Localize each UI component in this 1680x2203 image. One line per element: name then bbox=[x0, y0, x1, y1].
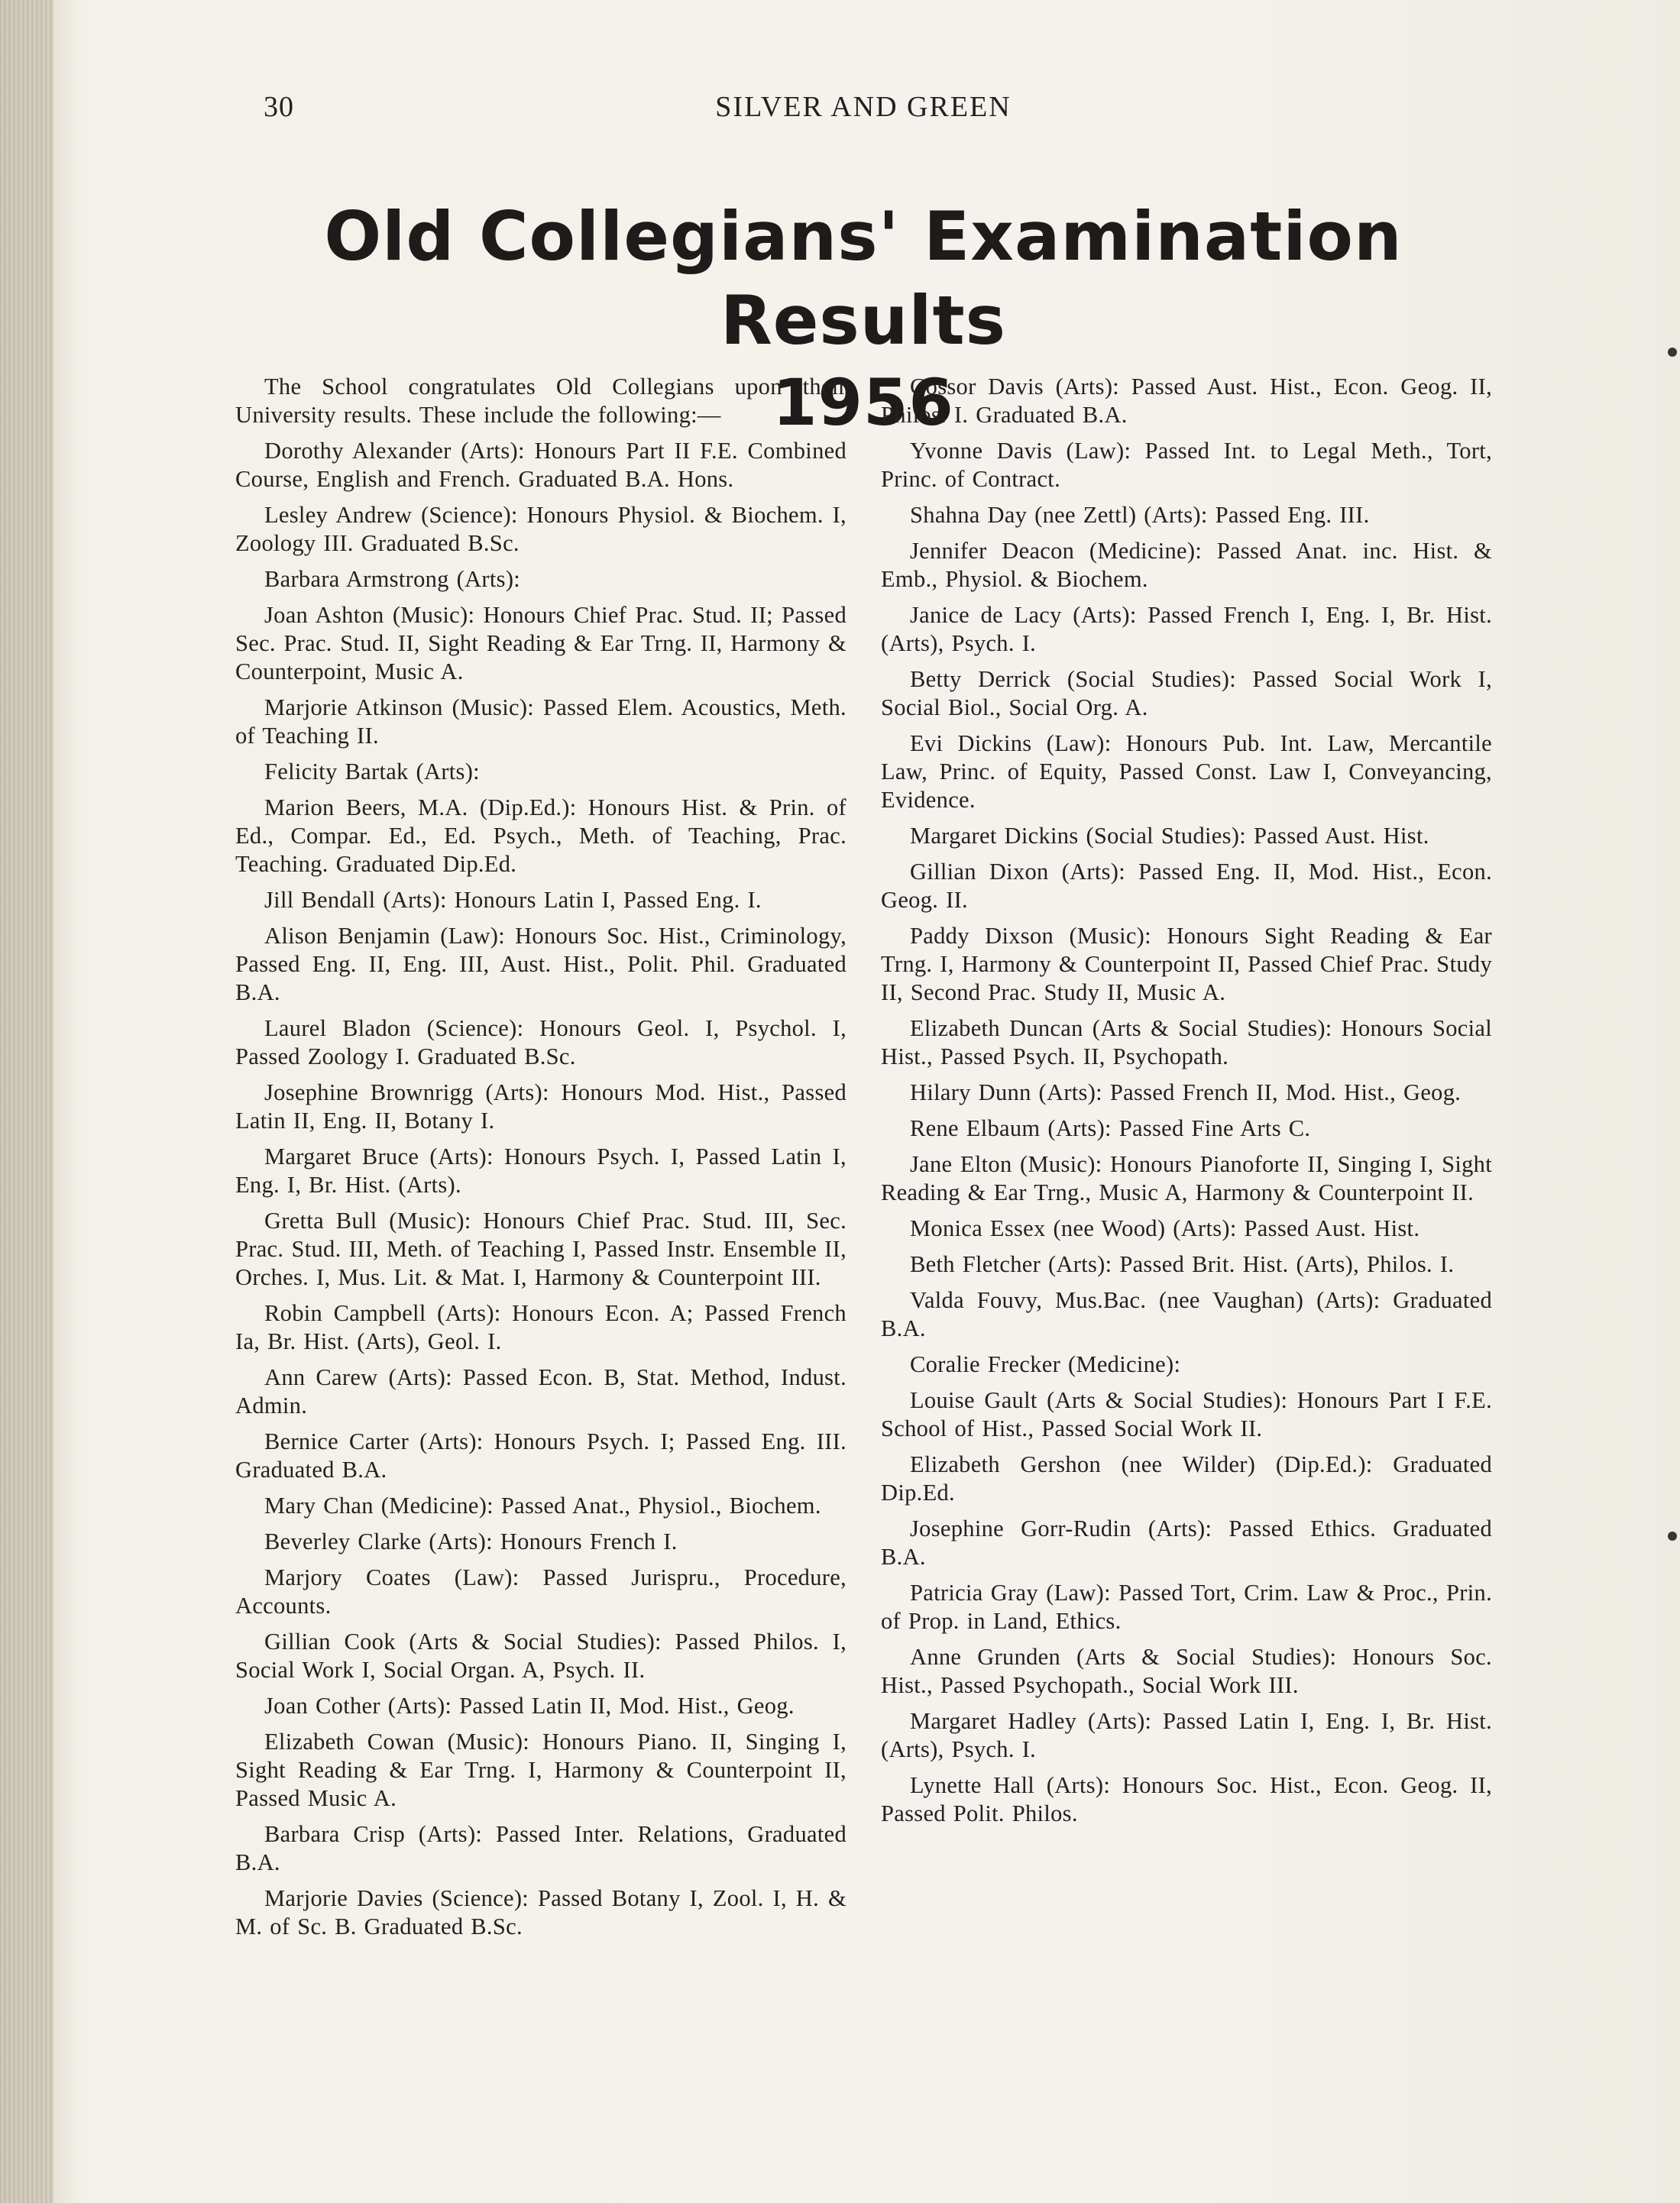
result-entry: Margaret Bruce (Arts): Honours Psych. I, Passed Latin I, Eng. I, Br. Hist. (Arts). bbox=[235, 1144, 846, 1198]
result-entry: Coralie Frecker (Medicine): bbox=[910, 1351, 1181, 1377]
result-entry: Mary Chan (Medicine): Passed Anat., Physiol., Biochem. bbox=[264, 1493, 821, 1519]
result-entry: Janice de Lacy (Arts): Passed French I, Eng. I, Br. Hist. (Arts), Psych. I. bbox=[881, 602, 1492, 656]
result-entry: Bernice Carter (Arts): Honours Psych. I; Passed Eng. III. Graduated B.A. bbox=[235, 1428, 846, 1483]
result-entry: Josephine Brownrigg (Arts): Honours Mod. Hist., Passed Latin II, Eng. II, Botany I. bbox=[235, 1079, 846, 1134]
edge-dot-mark bbox=[1668, 1532, 1677, 1541]
result-entry: Jennifer Deacon (Medicine): Passed Anat. inc. Hist. & Emb., Physiol. & Biochem. bbox=[881, 538, 1492, 592]
result-entry: Gillian Cook (Arts & Social Studies): Passed Philos. I, Social Work I, Social Organ. A, Psych. II. bbox=[235, 1629, 846, 1683]
result-entry: Beverley Clarke (Arts): Honours French I. bbox=[264, 1529, 678, 1554]
book-spine-edge bbox=[0, 0, 53, 2203]
right-column bbox=[881, 373, 1492, 1836]
result-entry: Cossor Davis (Arts): Passed Aust. Hist., Econ. Geog. II, Philos. I. Graduated B.A. bbox=[881, 374, 1492, 428]
result-entry: Ann Carew (Arts): Passed Econ. B, Stat. Method, Indust. Admin. bbox=[235, 1364, 846, 1419]
result-entry: Hilary Dunn (Arts): Passed French II, Mod. Hist., Geog. bbox=[910, 1079, 1462, 1105]
result-entry: Lesley Andrew (Science): Honours Physiol. & Biochem. I, Zoology III. Graduated B.Sc. bbox=[235, 502, 846, 556]
result-entry: Rene Elbaum (Arts): Passed Fine Arts C. bbox=[910, 1115, 1311, 1141]
result-entry: Barbara Crisp (Arts): Passed Inter. Relations, Graduated B.A. bbox=[235, 1821, 846, 1875]
result-entry: Evi Dickins (Law): Honours Pub. Int. Law, Mercantile Law, Princ. of Equity, Passed Const. Law I, Conveyancing, Evidence. bbox=[881, 730, 1492, 813]
result-entry: Gillian Dixon (Arts): Passed Eng. II, Mod. Hist., Econ. Geog. II. bbox=[881, 859, 1492, 913]
result-entry: Paddy Dixson (Music): Honours Sight Reading & Ear Trng. I, Harmony & Counterpoint II, Passed Chief Prac. Study II, Second Prac. Study II, Music A. bbox=[881, 923, 1492, 1005]
result-entry: Patricia Gray (Law): Passed Tort, Crim. Law & Proc., Prin. of Prop. in Land, Ethics. bbox=[881, 1580, 1492, 1634]
result-entry: Robin Campbell (Arts): Honours Econ. A; Passed French Ia, Br. Hist. (Arts), Geol. I. bbox=[235, 1300, 846, 1354]
result-entry: Marjorie Davies (Science): Passed Botany I, Zool. I, H. & M. of Sc. B. Graduated B.Sc. bbox=[235, 1885, 846, 1939]
edge-dot-mark bbox=[1668, 348, 1677, 357]
title-year: 1956 bbox=[772, 365, 954, 440]
result-entry: Joan Ashton (Music): Honours Chief Prac. Stud. II; Passed Sec. Prac. Stud. II, Sight Reading & Ear Trng. II, Harmony & Counterpoint, Music A. bbox=[235, 602, 846, 684]
result-entry: Josephine Gorr-Rudin (Arts): Passed Ethics. Graduated B.A. bbox=[881, 1516, 1492, 1570]
result-entry: Elizabeth Gershon (nee Wilder) (Dip.Ed.): Graduated Dip.Ed. bbox=[881, 1451, 1492, 1506]
result-entry: The School congratulates Old Collegians upon their University results. These include the following:— bbox=[235, 374, 846, 428]
result-entry: Shahna Day (nee Zettl) (Arts): Passed Eng. III. bbox=[910, 502, 1370, 528]
result-entry: Gretta Bull (Music): Honours Chief Prac. Stud. III, Sec. Prac. Stud. III, Meth. of Teaching I, Passed Instr. Ensemble II, Orches. I, Mus. Lit. & Mat. I, Harmony & Counterpoint III. bbox=[235, 1208, 846, 1290]
result-entry: Margaret Dickins (Social Studies): Passed Aust. Hist. bbox=[910, 823, 1429, 849]
result-entry: Margaret Hadley (Arts): Passed Latin I, Eng. I, Br. Hist. (Arts), Psych. I. bbox=[881, 1708, 1492, 1762]
result-entry: Anne Grunden (Arts & Social Studies): Honours Soc. Hist., Passed Psychopath., Social Work III. bbox=[881, 1644, 1492, 1698]
title-line: Old Collegians' Examination Results bbox=[324, 197, 1403, 360]
result-entry: Joan Cother (Arts): Passed Latin II, Mod. Hist., Geog. bbox=[264, 1693, 795, 1719]
running-head: SILVER AND GREEN bbox=[715, 91, 1012, 123]
result-entry: Yvonne Davis (Law): Passed Int. to Legal Meth., Tort, Princ. of Contract. bbox=[881, 438, 1492, 492]
result-entry: Alison Benjamin (Law): Honours Soc. Hist., Criminology, Passed Eng. II, Eng. III, Aust. Hist., Polit. Phil. Graduated B.A. bbox=[235, 923, 846, 1005]
result-entry: Dorothy Alexander (Arts): Honours Part II F.E. Combined Course, English and French. Graduated B.A. Hons. bbox=[235, 438, 846, 492]
result-entry: Felicity Bartak (Arts): bbox=[264, 759, 480, 784]
result-entry: Jane Elton (Music): Honours Pianoforte II, Singing I, Sight Reading & Ear Trng., Music A, Harmony & Counterpoint II. bbox=[881, 1151, 1492, 1205]
result-entry: Jill Bendall (Arts): Honours Latin I, Passed Eng. I. bbox=[264, 887, 762, 913]
page-number: 30 bbox=[264, 91, 294, 123]
result-entry: Marjory Coates (Law): Passed Jurispru., Procedure, Accounts. bbox=[235, 1564, 846, 1619]
result-entry: Elizabeth Duncan (Arts & Social Studies): Honours Social Hist., Passed Psych. II, Psychopath. bbox=[881, 1015, 1492, 1069]
left-column bbox=[235, 373, 846, 1949]
result-entry: Valda Fouvy, Mus.Bac. (nee Vaughan) (Arts): Graduated B.A. bbox=[881, 1287, 1492, 1341]
result-entry: Barbara Armstrong (Arts): bbox=[264, 566, 521, 592]
result-entry: Laurel Bladon (Science): Honours Geol. I, Psychol. I, Passed Zoology I. Graduated B.Sc. bbox=[235, 1015, 846, 1069]
result-entry: Betty Derrick (Social Studies): Passed Social Work I, Social Biol., Social Org. A. bbox=[881, 666, 1492, 720]
result-entry: Louise Gault (Arts & Social Studies): Honours Part I F.E. School of Hist., Passed Social Work II. bbox=[881, 1387, 1492, 1441]
result-entry: Elizabeth Cowan (Music): Honours Piano. II, Singing I, Sight Reading & Ear Trng. I, Harmony & Counterpoint II, Passed Music A. bbox=[235, 1729, 846, 1811]
result-entry: Marjorie Atkinson (Music): Passed Elem. Acoustics, Meth. of Teaching II. bbox=[235, 694, 846, 749]
result-entry: Lynette Hall (Arts): Honours Soc. Hist., Econ. Geog. II, Passed Polit. Philos. bbox=[881, 1772, 1492, 1826]
result-entry: Beth Fletcher (Arts): Passed Brit. Hist. (Arts), Philos. I. bbox=[910, 1251, 1455, 1277]
result-entry: Monica Essex (nee Wood) (Arts): Passed Aust. Hist. bbox=[910, 1215, 1420, 1241]
result-entry: Marion Beers, M.A. (Dip.Ed.): Honours Hist. & Prin. of Ed., Compar. Ed., Ed. Psych., Meth. of Teaching, Prac. Teaching. Graduated Dip.Ed. bbox=[235, 794, 846, 877]
